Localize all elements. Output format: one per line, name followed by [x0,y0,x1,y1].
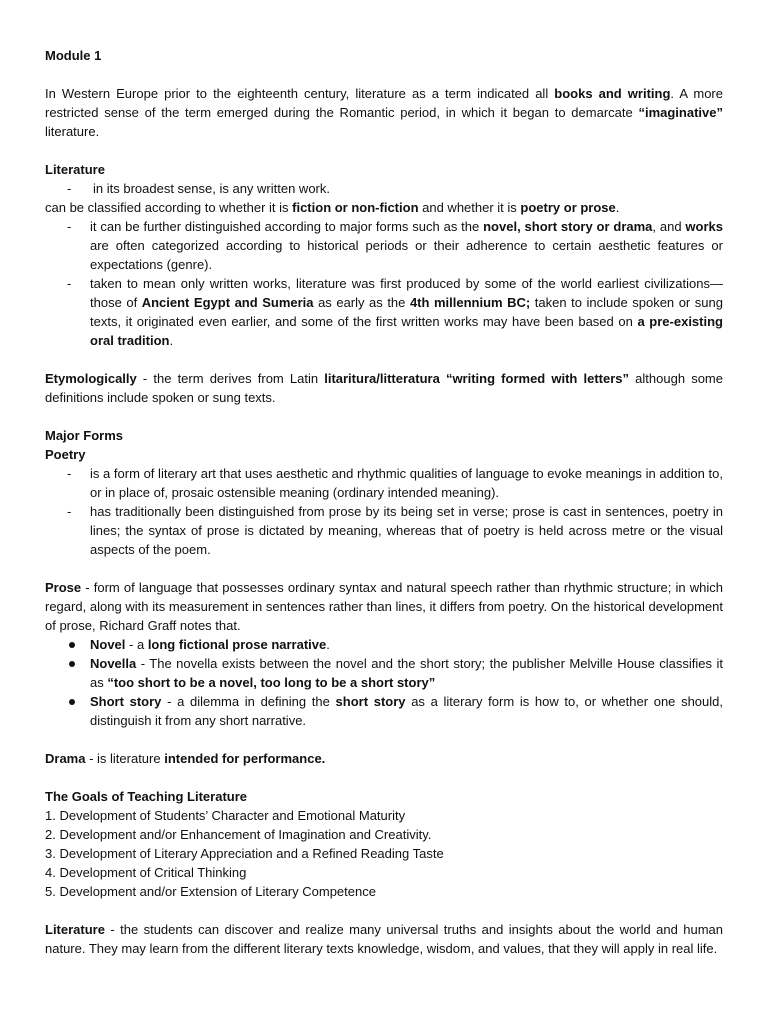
module-title: Module 1 [45,48,102,63]
list-item: Novel - a long fictional prose narrative. [45,635,723,654]
literature-dash-list [45,179,723,198]
list-item: - in its broadest sense, is any written work. [45,179,723,198]
list-item: Short story - a dilemma in defining the short story as a literary form is how to, or whether one should, distinguish it from any short narrative. [45,692,723,730]
prose-bullet-list [45,635,723,730]
list-item: 4. Development of Critical Thinking [45,865,247,880]
list-item: 2. Development and/or Enhancement of Imagination and Creativity. [45,827,432,842]
list-item: - taken to mean only written works, literature was first produced by some of the world earliest civilizations—those of Ancient Egypt and Sumeria as early as the 4th millennium BC; taken to include spoken or sung texts, it originated even earlier, and some of the first written works may have been based on a pre-existing oral tradition. [45,274,723,350]
list-item: - has traditionally been distinguished from prose by its being set in verse; prose is cast in sentences, poetry in lines; the syntax of prose is dictated by meaning, whereas that of poetry is held across metre or the visual aspects of the poem. [45,502,723,559]
list-item: - is a form of literary art that uses aesthetic and rhythmic qualities of language to evoke meanings in addition to, or in place of, prosaic ostensible meaning (ordinary intended meaning). [45,464,723,502]
goals-list [45,806,723,901]
poetry-heading: Poetry [45,447,86,462]
list-item: 1. Development of Students’ Character and Emotional Maturity [45,808,406,823]
drama-paragraph: Drama - is literature intended for performance. [45,751,326,766]
list-item: - it can be further distinguished according to major forms such as the novel, short story or drama, and works are often categorized according to historical periods or their adherence to certain aesthetic features or expectations (genre). [45,217,723,274]
major-forms-heading: Major Forms [45,428,124,443]
prose-paragraph: Prose - form of language that possesses ordinary syntax and natural speech rather than rhythmic structure; in which regard, along with its measurement in sentences rather than lines, it differs from poetry. On the historical development of prose, Richard Graff notes that. [45,580,723,633]
literature-heading: Literature [45,162,105,177]
etymology-paragraph: Etymologically - the term derives from Latin litaritura/litteratura “writing formed with letters” although some definitions include spoken or sung texts. [45,371,723,405]
classify-paragraph: can be classified according to whether it is fiction or non-fiction and whether it is poetry or prose. [45,200,620,215]
goals-heading: The Goals of Teaching Literature [45,789,248,804]
closing-paragraph: Literature - the students can discover and realize many universal truths and insights about the world and human nature. They may learn from the different literary texts knowledge, wisdom, and values, that they will apply in real life. [45,922,723,956]
intro-paragraph: In Western Europe prior to the eighteenth century, literature as a term indicated all books and writing. A more restricted sense of the term emerged during the Romantic period, in which it began to demarcate “imaginative” literature. [45,86,723,139]
literature-dash-list-2 [45,217,723,350]
list-item: 3. Development of Literary Appreciation and a Refined Reading Taste [45,846,444,861]
list-item: 5. Development and/or Extension of Literary Competence [45,884,376,899]
poetry-dash-list [45,464,723,559]
list-item: Novella - The novella exists between the novel and the short story; the publisher Melville House classifies it as “too short to be a novel, too long to be a short story” [45,654,723,692]
